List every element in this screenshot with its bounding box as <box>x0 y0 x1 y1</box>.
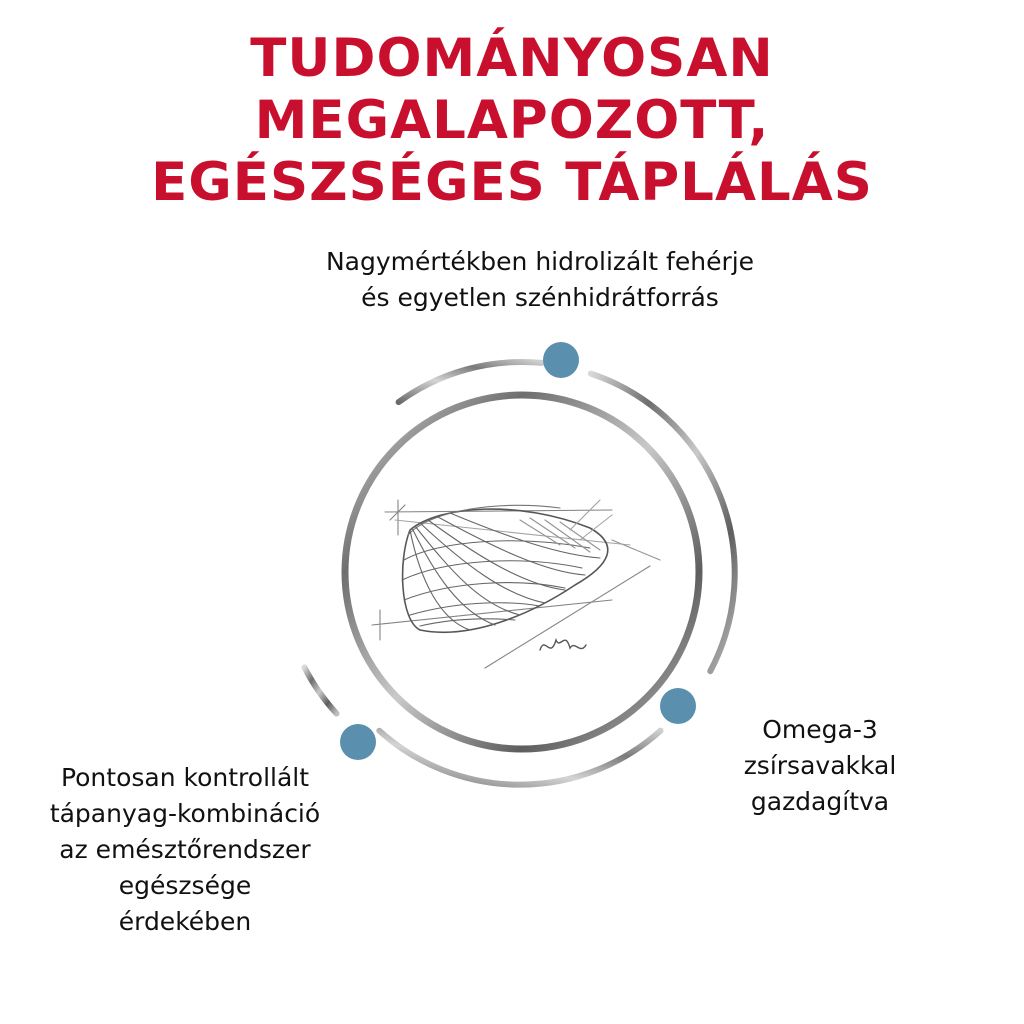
marker-dot-top <box>543 342 579 378</box>
benefit-nutrients-line-5: érdekében <box>118 907 252 936</box>
benefit-omega3-line-1: Omega-3 <box>762 715 878 744</box>
marker-dot-left <box>340 724 376 760</box>
benefit-label-nutrients <box>20 760 350 940</box>
benefit-protein-line-1: Nagymértékben hidrolizált fehérje <box>325 247 755 276</box>
marker-dot-right <box>660 688 696 724</box>
benefit-label-protein <box>262 244 818 316</box>
benefit-nutrients-line-4: egészsége <box>118 871 252 900</box>
benefit-omega3-line-2: zsírsavakkal <box>743 751 897 780</box>
benefit-omega3-line-3: gazdagítva <box>750 787 890 816</box>
outer-arc-left <box>305 668 337 714</box>
inner-ring <box>345 395 699 749</box>
benefit-nutrients-line-1: Pontosan kontrollált <box>60 763 310 792</box>
page-title-line-2: EGÉSZSÉGES TÁPLÁLÁS <box>151 152 873 213</box>
page-title-line-1: TUDOMÁNYOSAN MEGALAPOZOTT, <box>250 28 774 151</box>
benefit-label-omega3 <box>700 712 940 820</box>
kibble-sketch-illustration <box>372 500 660 668</box>
benefit-nutrients-line-2: tápanyag-kombináció <box>49 799 321 828</box>
outer-arc-bottom <box>379 731 660 785</box>
benefit-protein-line-2: és egyetlen szénhidrátforrás <box>361 283 719 312</box>
benefit-nutrients-line-3: az emésztőrendszer <box>59 835 311 864</box>
